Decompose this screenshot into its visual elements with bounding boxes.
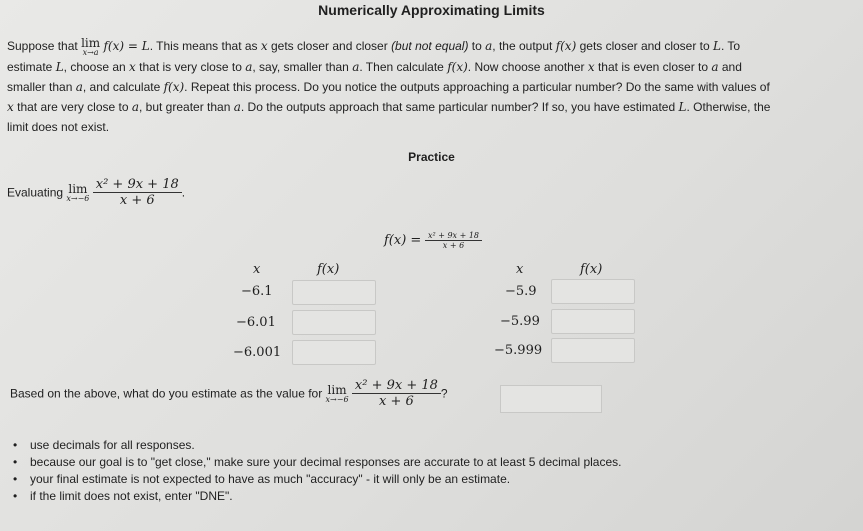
left-x-value: −6.01 bbox=[236, 315, 276, 330]
left-fx-input-1[interactable] bbox=[292, 280, 376, 305]
estimate-question: Based on the above, what do you estimate as the value for lim x→−6 $\frac{\text{x² + 9x + 18}}{x + 6}$ ? bbox=[10, 378, 448, 409]
right-x-value: −5.9 bbox=[505, 284, 537, 299]
rational-expression: $\frac{\text{x² + 9x + 18}}{x + 6}$ bbox=[93, 177, 182, 208]
right-x-value: −5.999 bbox=[494, 343, 543, 358]
instructions-list bbox=[13, 437, 622, 505]
intro-line-4: x that are very close to a, but greater than a. Do the outputs approach that same particular number? If so, you have estimated L. Otherwise, the bbox=[7, 99, 771, 114]
limit-notation: lim x→a bbox=[81, 35, 101, 57]
right-fx-input-3[interactable] bbox=[551, 338, 635, 363]
left-fx-input-3[interactable] bbox=[292, 340, 376, 365]
left-fx-input-2[interactable] bbox=[292, 310, 376, 335]
right-x-header: x bbox=[516, 262, 524, 277]
list-item: • your final estimate is not expected to have as much "accuracy" - it will only be an estimate. bbox=[13, 472, 511, 486]
intro-line-3: smaller than a, and calculate f(x). Repeat this process. Do you notice the outputs approaching a particular number? Do the same with values of bbox=[7, 79, 770, 94]
function-fraction: $\frac{\text{x² + 9x + 18}}{x + 6}$ bbox=[425, 231, 482, 250]
limit-notation: lim x→−6 bbox=[66, 181, 90, 203]
limit-estimate-input[interactable] bbox=[500, 385, 602, 413]
function-definition: f(x) = $\frac{\text{x² + 9x + 18}}{x + 6}$ bbox=[384, 231, 482, 250]
list-item: • if the limit does not exist, enter "DNE". bbox=[13, 489, 233, 503]
estimate-question-text: Based on the above, what do you estimate as the value for bbox=[10, 386, 323, 401]
page-title: Numerically Approximating Limits bbox=[318, 2, 545, 18]
right-x-value: −5.99 bbox=[500, 314, 540, 329]
left-x-header: x bbox=[253, 262, 261, 277]
left-x-value: −6.1 bbox=[241, 284, 273, 299]
intro-paragraph bbox=[7, 36, 849, 137]
evaluating-expression: Evaluating lim x→−6 $\frac{\text{x² + 9x + 18}}{x + 6}$ . bbox=[7, 177, 186, 208]
list-item: • because our goal is to "get close," make sure your decimal responses are accurate to at least 5 decimal places. bbox=[13, 455, 622, 469]
limit-notation: lim x→−6 bbox=[325, 382, 349, 404]
rational-expression: $\frac{\text{x² + 9x + 18}}{x + 6}$ bbox=[352, 378, 441, 409]
right-fx-header: f(x) bbox=[580, 262, 603, 277]
intro-line-5: limit does not exist. bbox=[7, 119, 110, 134]
right-fx-input-1[interactable] bbox=[551, 279, 635, 304]
intro-text: Suppose that bbox=[7, 39, 82, 53]
intro-line-2: estimate L, choose an x that is very close to a, say, smaller than a. Then calculate f(x). Now choose another x that is even closer to a and bbox=[7, 59, 742, 74]
left-x-value: −6.001 bbox=[233, 345, 282, 360]
list-item: • use decimals for all responses. bbox=[13, 438, 195, 452]
practice-heading: Practice bbox=[408, 150, 455, 164]
intro-emphasis: (but not equal) bbox=[391, 39, 469, 53]
evaluating-label: Evaluating bbox=[7, 185, 64, 200]
right-fx-input-2[interactable] bbox=[551, 309, 635, 334]
intro-math: f(x) = L bbox=[103, 39, 150, 53]
left-fx-header: f(x) bbox=[317, 262, 340, 277]
intro-line-1: Suppose that lim x→a f(x) = L. This means that as x gets closer and closer (but not equal) to a, the output f(x) gets closer and closer to L. To bbox=[7, 35, 741, 57]
